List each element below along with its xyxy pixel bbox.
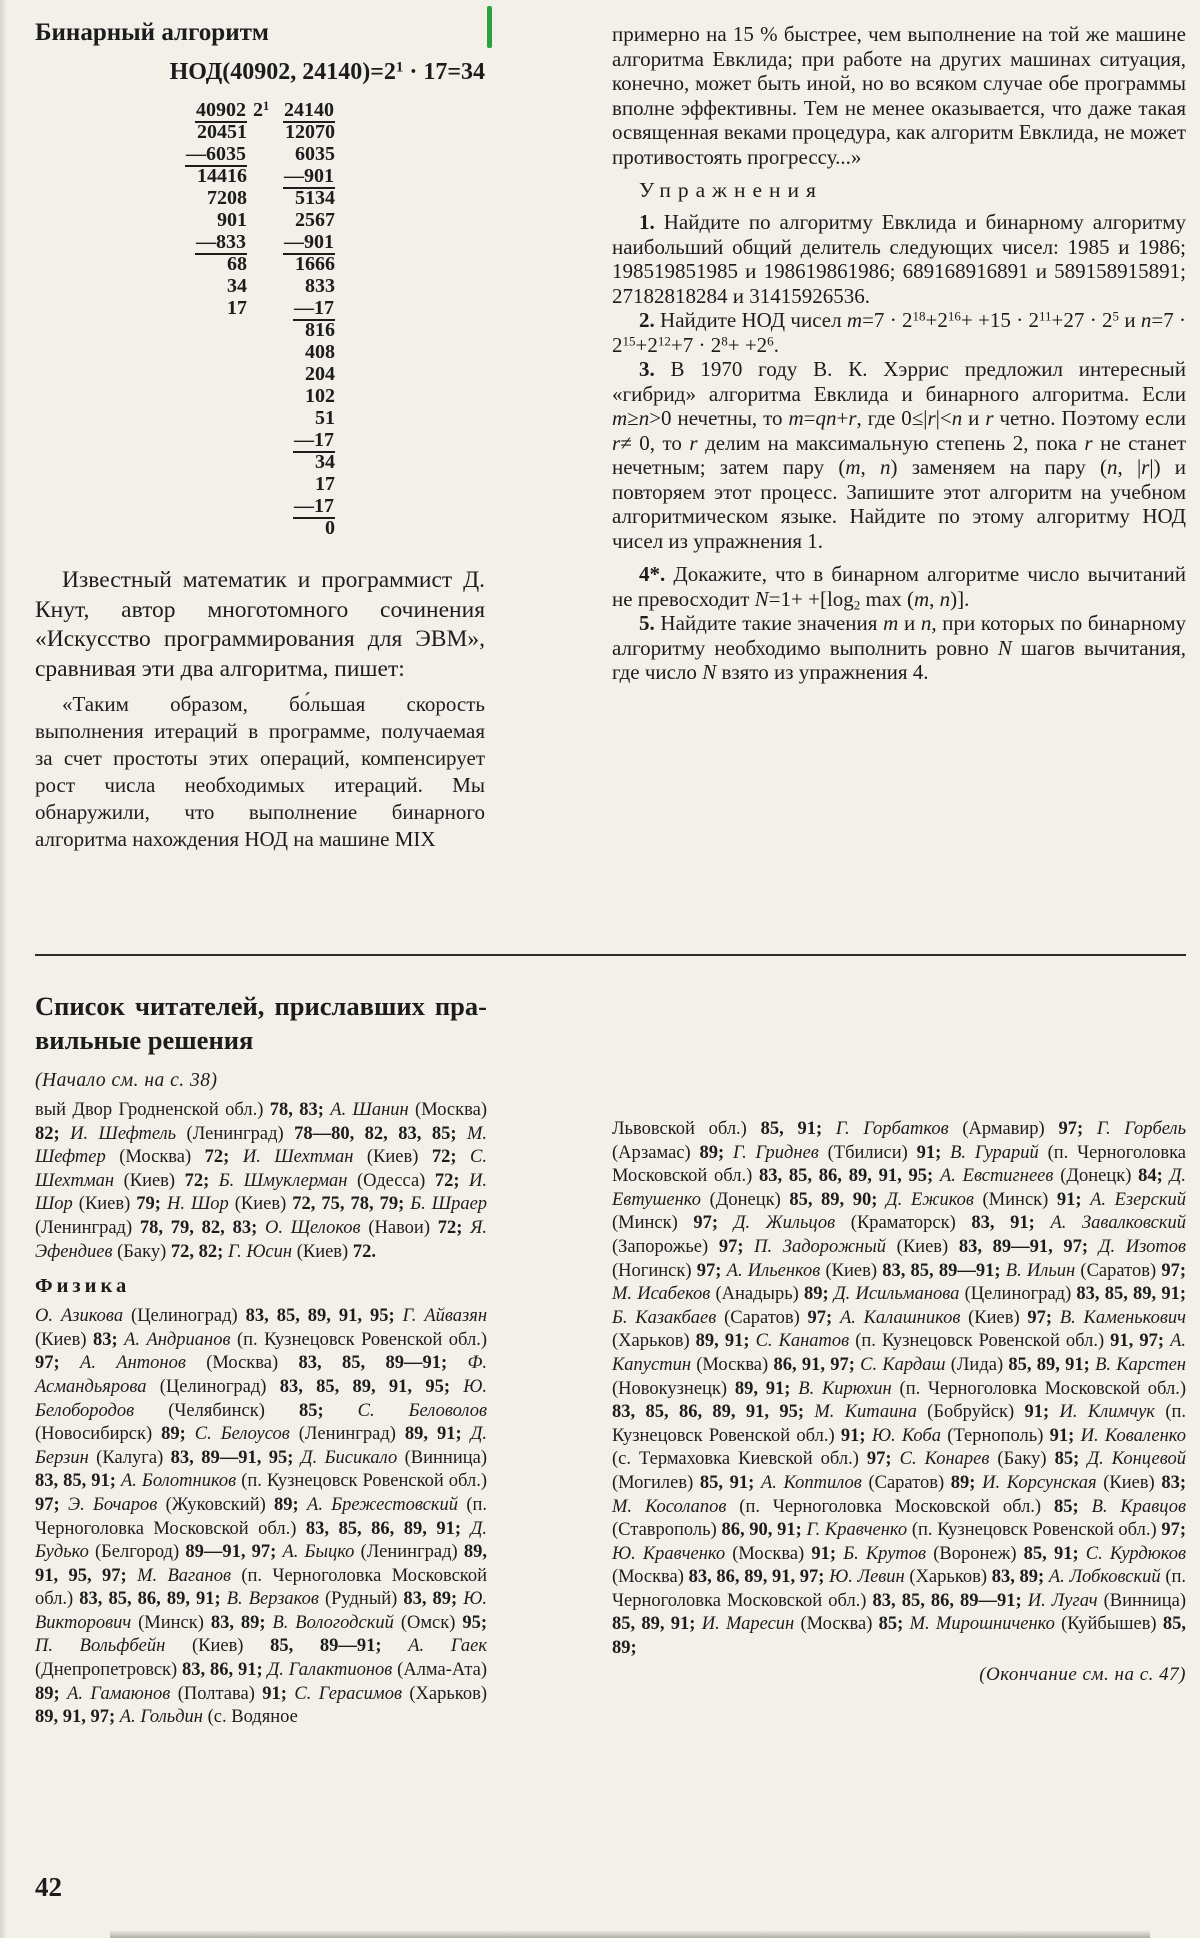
readers-start-note: (Начало см. на с. 38) <box>35 1070 218 1091</box>
readers-section-left <box>35 990 487 1730</box>
section-divider <box>35 954 1186 956</box>
knuth-intro-paragraph: Известный математик и программист Д. Кнут, автор многотомного сочинения «Искусство программирования для ЭВМ», сравнивая эти два алгоритма, пишет: <box>35 567 485 682</box>
readers-section-right <box>612 1118 1186 1686</box>
exercise-item: 1. Найдите по алгоритму Евклида и бинарному алгоритму наибольший общий делитель следующих чисел: 1985 и 1986; 198519851985 и 198619861986; 689168916891 и 589158915891; 27182818284 и 31415926536. <box>612 210 1186 308</box>
calc-row: 34 <box>315 451 335 473</box>
physics-heading: Физика <box>35 1275 131 1298</box>
calc-row: 204 <box>305 363 335 385</box>
calc-row: 816 <box>305 319 335 341</box>
calc-row: 17 <box>315 473 335 495</box>
exercises-list <box>612 210 1186 685</box>
scan-artifact-green-mark <box>487 6 492 48</box>
calc-row: 102 <box>305 385 335 407</box>
calc-row: 901 2567 <box>217 209 335 231</box>
readers-heading: Список читателей, приславших правильные решения <box>35 991 487 1055</box>
calc-row: 34 833 <box>227 275 335 297</box>
calc-row: 51 <box>315 407 335 429</box>
calc-row: —833 —901 <box>196 231 334 253</box>
exercise-item: 5. Найдите такие значения m и n, при которых по бинарному алгоритму необходимо выполнить ровно N шагов вычитания, где число N взято из упражнения 4. <box>612 611 1186 684</box>
calc-row: 20451 12070 <box>197 121 335 143</box>
physics-readers-list: О. Азикова (Целиноград) 83, 85, 89, 91, 95; Г. Айвазян (Киев) 83; А. Андрианов (п. Кузнецовск Ровенской обл.) 97; А. Антонов (Москва) 83, 85, 89—91; Ф. Асмандьярова (Целиноград) 83, 85, 89, 91, 95; Ю. Белобородов (Челябинск) 85; С. Беловолов (Новосибирск) 89; С. Белоусов (Ленинград) 89, 91; Д. Берзин (Калуга) 83, 89—91, 95; Д. Бисикало (Винница) 83, 85, 91; А. Болотников (п. Кузнецовск Ровенской обл.) 97; Э. Бочаров (Жуковский) 89; А. Брежестовский (п. Черноголовка Московской обл.) 83, 85, 86, 89, 91; Д. Будько (Белгород) 89—91, 97; А. Быцко (Ленинград) 89, 91, 95, 97; М. Ваганов (п. Черноголовка Московской обл.) 83, 85, 86, 89, 91; В. Верзаков (Рудный) 83, 89; Ю. Викторович (Минск) 83, 89; В. Вологодский (Омск) 95; П. Вольфбейн (Киев) 85, 89—91; А. Гаек (Днепропетровск) 83, 86, 91; Д. Галактионов (Алма-Ата) 89; А. Гамаюнов (Полтава) 91; С. Герасимов (Харьков) 89, 91, 97; А. Гольдин (с. Водяное <box>35 1306 488 1728</box>
exercises-heading: Упражнения <box>639 178 823 202</box>
calc-row: 0 <box>325 517 335 539</box>
calc-row: 7208 5134 <box>207 187 335 209</box>
exercise-item: 2. Найдите НОД чисел $m=7 \cdot 2^{18}+2^{16}+ +15 \cdot 2^{11}+27 \cdot 2^5$ и $n=7 \cdot 2^{15}+2^{12}+7 \cdot 2^8+ +2^6$. <box>612 308 1186 357</box>
section-heading: Бинарный алгоритм <box>35 19 269 46</box>
continuation-note: (Окончание см. на с. 47) <box>979 1663 1186 1685</box>
calc-row: —17 <box>294 495 334 517</box>
calc-row: 40902 $2^1$ 24140 <box>196 98 334 121</box>
knuth-quote: «Таким образом, бо́льшая скорость выполнения итераций в программе, получаемая за счет простоты этих операций, компенсирует рост числа необходимых итераций. Мы обнаружили, что выполнение бинарного алгоритма нахождения НОД на машине MIX <box>35 692 485 851</box>
calc-row: 17 —17 <box>227 297 334 319</box>
article-continuation-column <box>612 22 1186 685</box>
exercise-item: 3. В 1970 году В. К. Хэррис предложил интересный «гибрид» алгоритма Евклида и бинарного алгоритма. Если m≥n>0 нечетны, то m=qn+r, где 0≤|r|<n и r четно. Поэтому если r≠ 0, то r делим на максимальную степень 2, пока r не станет нечетным; затем пару (m, n) заменяем на пару (n, |r|) и повторяем этот процесс. Запишите этот алгоритм на учебном алгоритмическом языке. Найдите по этому алгоритму НОД чисел из упражнения 1. <box>612 357 1187 553</box>
gcd-computation-table <box>35 99 485 539</box>
calc-row: 408 <box>305 341 335 363</box>
calc-row: —6035 6035 <box>186 143 335 165</box>
calc-row: 68 1666 <box>227 253 335 275</box>
calc-row: 14416 —901 <box>197 165 334 187</box>
exercise-item: 4*. Докажите, что в бинарном алгоритме число вычитаний не превосходит $N=1+ +[\log_2$ max (m, n)]. <box>612 562 1186 612</box>
gcd-formula: НОД(40902, $24140)=2^1 \cdot 17=34$ <box>169 59 485 85</box>
binary-algorithm-section <box>35 18 485 853</box>
continuation-paragraph: примерно на 15 % быстрее, чем выполнение на той же машине алгоритма Евклида; при работе на других машинах ситуация, конечно, может быть иной, но во всяком случае обе программы вполне эффективны. Тем не менее оказывается, что даже такая освященная веками процедура, как алгоритм Евклида, не может противостоять прогрессу...» <box>612 22 1186 169</box>
math-readers-list: вый Двор Гродненской обл.) 78, 83; А. Шанин (Москва) 82; И. Шефтель (Ленинград) 78—80, 82, 83, 85; М. Шефтер (Москва) 72; И. Шехтман (Киев) 72; С. Шехтман (Киев) 72; Б. Шмуклерман (Одесса) 72; И. Шор (Киев) 79; Н. Шор (Киев) 72, 75, 78, 79; Б. Шраер (Ленинград) 78, 79, 82, 83; О. Щелоков (Навои) 72; Я. Эфендиев (Баку) 72, 82; Г. Юсин (Киев) 72. <box>35 1100 488 1262</box>
calc-row: —17 <box>294 429 334 451</box>
readers-list-right: Львовской обл.) 85, 91; Г. Горбатков (Армавир) 97; Г. Горбель (Арзамас) 89; Г. Гриднев (Тбилиси) 91; В. Гурарий (п. Черноголовка Московской обл.) 83, 85, 86, 89, 91, 95; А. Евстигнеев (Донецк) 84; Д. Евтушенко (Донецк) 85, 89, 90; Д. Ежиков (Минск) 91; А. Езерский (Минск) 97; Д. Жильцов (Краматорск) 83, 91; А. Завалковский (Запорожье) 97; П. Задорожный (Киев) 83, 89—91, 97; Д. Изотов (Ногинск) 97; А. Ильенков (Киев) 83, 85, 89—91; В. Ильин (Саратов) 97; М. Исабеков (Анадырь) 89; Д. Исильманова (Целиноград) 83, 85, 89, 91; Б. Казакбаев (Саратов) 97; А. Калашников (Киев) 97; В. Каменькович (Харьков) 89, 91; С. Канатов (п. Кузнецовск Ровенской обл.) 91, 97; А. Капустин (Москва) 86, 91, 97; С. Кардаш (Лида) 85, 89, 91; В. Карстен (Новокузнецк) 89, 91; В. Кирюхин (п. Черноголовка Московской обл.) 83, 85, 86, 89, 91, 95; М. Китаина (Бобруйск) 91; И. Климчук (п. Кузнецовск Ровенской обл.) 91; Ю. Коба (Тернополь) 91; И. Коваленко (с. Термаховка Киевской обл.) 97; С. Конарев (Баку) 85; Д. Концевой (Могилев) 85, 91; А. Коптилов (Саратов) 89; И. Корсунская (Киев) 83; М. Косолапов (п. Черноголовка Московской обл.) 85; В. Кравцов (Ставрополь) 86, 90, 91; Г. Кравченко (п. Кузнецовск Ровенской обл.) 97; Ю. Кравченко (Москва) 91; Б. Крутов (Воронеж) 85, 91; С. Курдюков (Москва) 83, 86, 89, 91, 97; Ю. Левин (Харьков) 83, 89; А. Лобковский (п. Черноголовка Московской обл.) 83, 85, 86, 89—91; И. Лугач (Винница) 85, 89, 91; И. Маресин (Москва) 85; М. Мирошниченко (Куйбышев) 85, 89; <box>612 1119 1187 1659</box>
page-number: 42 <box>35 1872 62 1902</box>
